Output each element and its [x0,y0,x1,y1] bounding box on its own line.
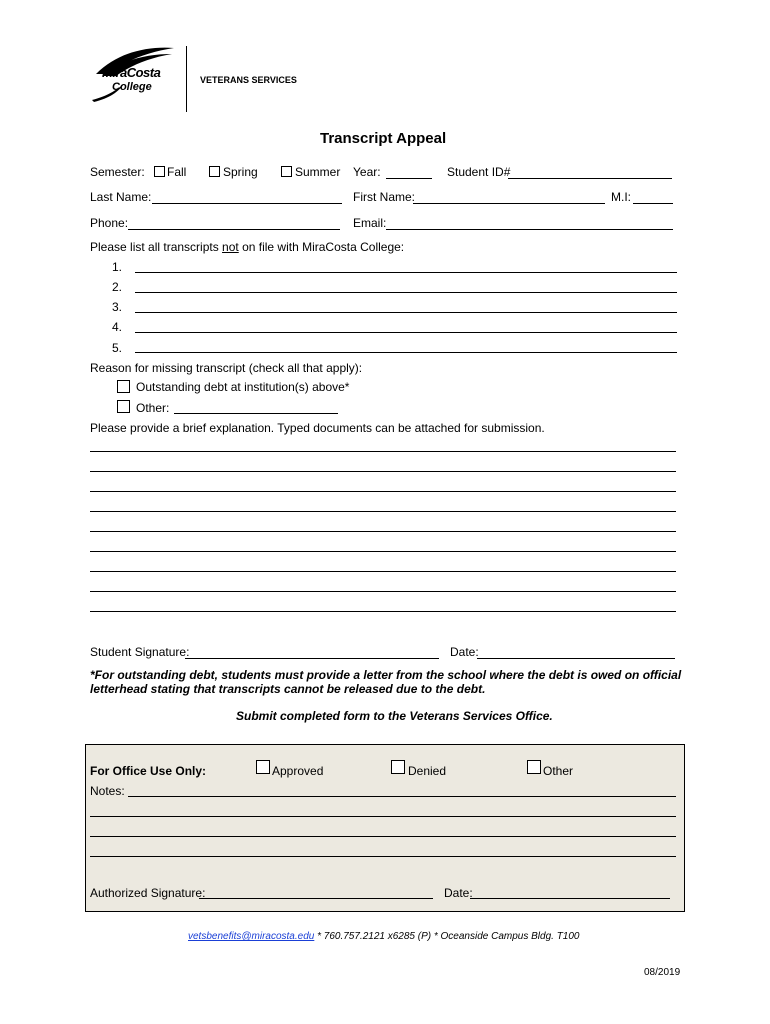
phone-label: Phone: [90,216,129,230]
footer-email-link[interactable]: vetsbenefits@miracosta.edu [188,931,315,942]
notes-label: Notes: [90,784,125,798]
transcript-field-1[interactable] [135,272,677,273]
transcript-number-1: 1. [112,260,123,274]
explanation-line-6[interactable] [90,551,676,552]
mi-field[interactable] [633,203,673,204]
reason-other-checkbox[interactable] [117,400,130,413]
last-name-label: Last Name: [90,190,152,204]
mi-label: M.I: [611,190,631,204]
debt-note-line2: letterhead stating that transcripts cannot be released due to the debt. [90,682,486,696]
authorized-signature-label: Authorized Signature: [90,886,206,900]
explanation-line-1[interactable] [90,451,676,452]
year-label: Year: [353,165,381,179]
student-signature-field[interactable] [185,658,439,659]
logo-line1: MiraCosta [102,65,161,80]
logo-divider [186,46,187,112]
semester-fall-checkbox[interactable] [154,166,165,177]
first-name-field[interactable] [413,203,605,204]
semester-spring-checkbox[interactable] [209,166,220,177]
page-title: Transcript Appeal [320,130,447,147]
year-field[interactable] [386,178,432,179]
office-other-checkbox[interactable] [527,760,541,774]
explanation-line-5[interactable] [90,531,676,532]
student-date-field[interactable] [477,658,675,659]
office-date-label: Date: [444,886,473,900]
department-name: VETERANS SERVICES [200,75,297,85]
transcript-field-3[interactable] [135,312,677,313]
semester-spring-label: Spring [223,165,258,179]
email-field[interactable] [386,229,673,230]
semester-fall-label: Fall [167,165,187,179]
reason-prompt: Reason for missing transcript (check all that apply): [90,361,363,375]
office-approved-label: Approved [272,764,324,778]
office-other-label: Other [543,764,574,778]
notes-line-1[interactable] [128,796,676,797]
authorized-signature-field[interactable] [199,898,433,899]
reason-other-field[interactable] [174,413,338,414]
transcript-number-5: 5. [112,341,123,355]
office-date-field[interactable] [470,898,670,899]
office-approved-checkbox[interactable] [256,760,270,774]
office-use-heading: For Office Use Only: [90,764,207,778]
notes-line-2[interactable] [90,816,676,817]
revision-date: 08/2019 [644,967,681,978]
explanation-line-7[interactable] [90,571,676,572]
student-date-label: Date: [450,645,479,659]
phone-field[interactable] [128,229,340,230]
explanation-line-9[interactable] [90,611,676,612]
explanation-line-3[interactable] [90,491,676,492]
explanation-prompt: Please provide a brief explanation. Typed documents can be attached for submission. [90,421,545,435]
student-id-label: Student ID# [447,165,511,179]
semester-summer-checkbox[interactable] [281,166,292,177]
transcript-number-3: 3. [112,300,123,314]
transcript-field-2[interactable] [135,292,677,293]
footer-contact-details: * 760.757.2121 x6285 (P) * Oceanside Campus Bldg. T100 [314,931,580,942]
transcript-number-2: 2. [112,280,123,294]
debt-note-line1: *For outstanding debt, students must provide a letter from the school where the debt is owed on official [90,668,682,682]
last-name-field[interactable] [152,203,342,204]
explanation-line-8[interactable] [90,591,676,592]
reason-debt-label: Outstanding debt at institution(s) above* [136,380,350,394]
transcript-field-4[interactable] [135,332,677,333]
email-label: Email: [353,216,387,230]
first-name-label: First Name: [353,190,416,204]
office-denied-checkbox[interactable] [391,760,405,774]
semester-label: Semester: [90,165,145,179]
reason-other-label: Other: [136,401,170,415]
logo-line2: College [112,81,152,93]
student-id-field[interactable] [508,178,672,179]
reason-debt-checkbox[interactable] [117,380,130,393]
office-denied-label: Denied [408,764,447,778]
submit-instruction: Submit completed form to the Veterans Services Office. [236,709,553,723]
transcript-field-5[interactable] [135,352,677,353]
semester-summer-label: Summer [295,165,341,179]
notes-line-4[interactable] [90,856,676,857]
explanation-line-2[interactable] [90,471,676,472]
notes-line-3[interactable] [90,836,676,837]
student-signature-label: Student Signature: [90,645,190,659]
explanation-line-4[interactable] [90,511,676,512]
transcripts-prompt: Please list all transcripts not on file with MiraCosta College: [90,240,405,254]
transcript-number-4: 4. [112,320,123,334]
footer-contact [188,930,580,944]
